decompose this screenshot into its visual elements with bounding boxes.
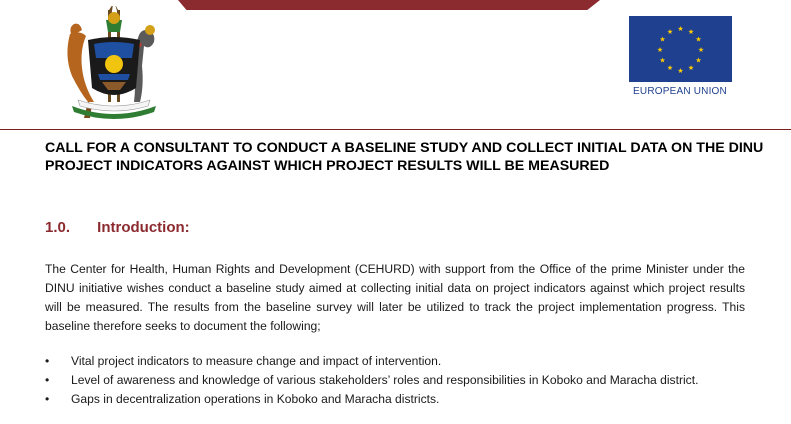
bullet-icon: • <box>45 373 50 387</box>
svg-text:★: ★ <box>677 67 684 75</box>
eu-label: EUROPEAN UNION <box>633 86 727 97</box>
svg-text:★: ★ <box>687 64 695 72</box>
section-title: Introduction: <box>97 219 190 236</box>
svg-text:★: ★ <box>677 25 684 33</box>
list-item-text: Level of awareness and knowledge of various stakeholders’ roles and responsibilities in Koboko and Maracha district. <box>71 373 699 387</box>
list-item <box>45 352 765 371</box>
bullet-icon: • <box>45 354 50 368</box>
svg-text:★: ★ <box>666 28 674 36</box>
svg-text:★: ★ <box>695 56 702 65</box>
list-item <box>45 371 765 390</box>
bullet-icon: • <box>45 392 50 406</box>
top-accent-band <box>178 0 600 10</box>
uganda-coat-of-arms-icon <box>58 6 170 124</box>
header-divider <box>0 129 791 130</box>
eu-logo <box>626 16 734 98</box>
bullet-list <box>45 352 765 409</box>
section-number: 1.0. <box>45 219 71 236</box>
svg-text:★: ★ <box>659 56 666 65</box>
document-title: CALL FOR A CONSULTANT TO CONDUCT A BASELINE STUDY AND COLLECT INITIAL DATA ON THE DINU PROJECT INDICATORS AGAINST WHICH PROJECT RESULTS WILL BE MEASURED <box>45 140 764 174</box>
svg-text:★: ★ <box>697 46 705 54</box>
list-item-text: Vital project indicators to measure change and impact of intervention. <box>71 354 442 368</box>
intro-paragraph: The Center for Health, Human Rights and Development (CEHURD) with support from the Office of the prime Minister under the DINU initiative wishes conduct a baseline study aimed at collecting initial data on project indicators against which project results will be measured. The results from the baseline survey will later be utilized to track the project implementation progress. This baseline therefore seeks to document the following; <box>45 262 745 333</box>
list-item-text: Gaps in decentralization operations in Koboko and Maracha districts. <box>71 392 440 406</box>
list-item <box>45 390 765 409</box>
svg-text:★: ★ <box>666 64 674 72</box>
eu-flag-icon <box>629 16 732 82</box>
svg-text:★: ★ <box>656 46 664 54</box>
section-heading <box>45 219 190 236</box>
svg-text:★: ★ <box>687 28 695 36</box>
svg-text:★: ★ <box>695 35 702 44</box>
svg-text:★: ★ <box>659 35 666 44</box>
